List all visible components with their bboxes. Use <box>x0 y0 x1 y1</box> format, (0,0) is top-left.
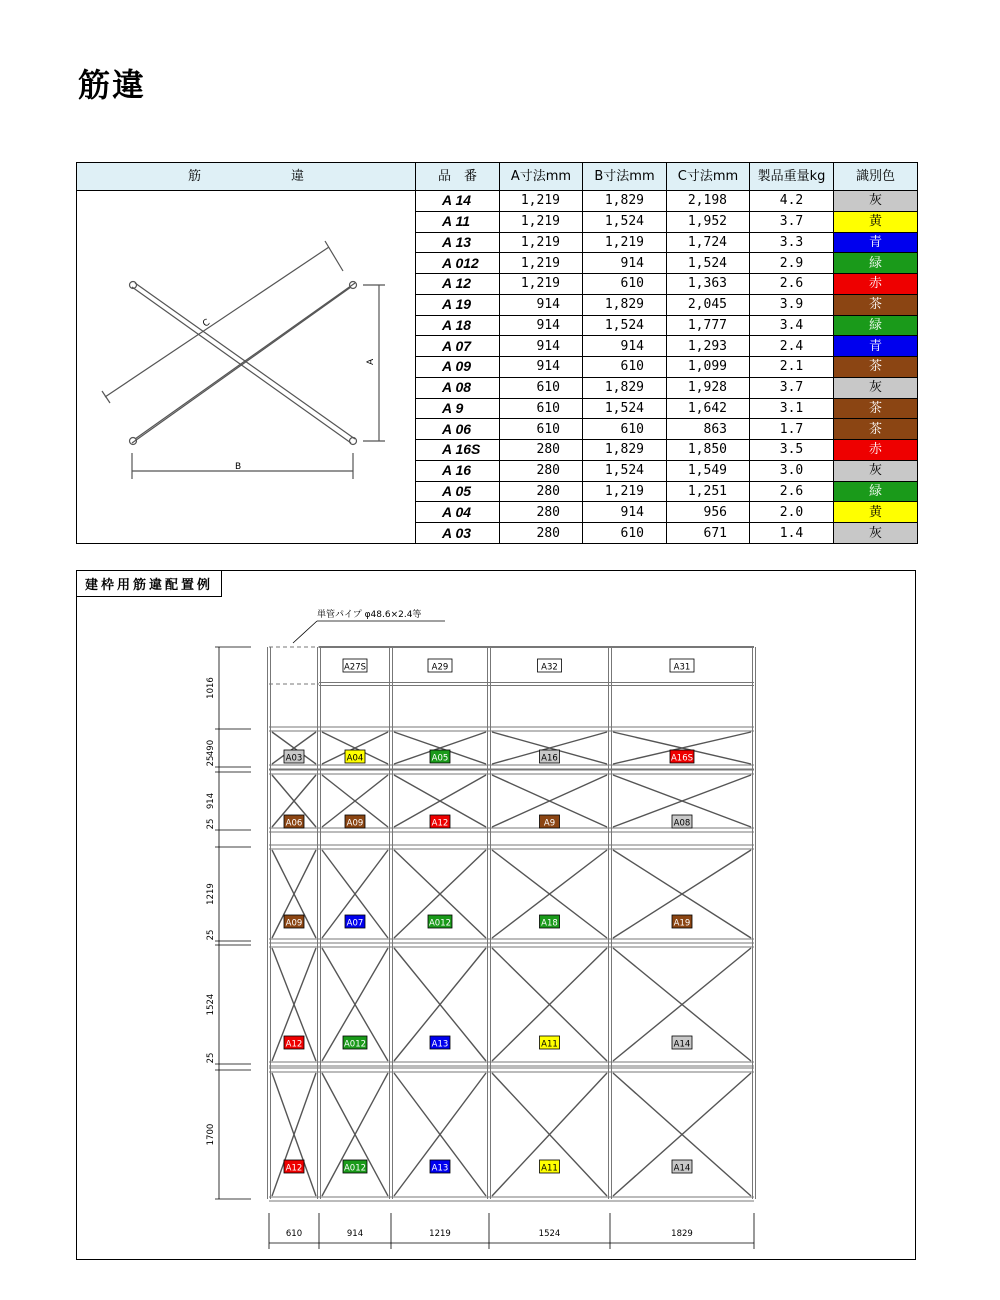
header-diagram-part1: 筋 <box>187 169 201 184</box>
cell-color: 灰 <box>834 460 918 481</box>
brace-tag-label: A13 <box>431 1163 449 1174</box>
brace-tag-label: A14 <box>673 1039 691 1050</box>
cell-color: 茶 <box>834 419 918 440</box>
cell-c: 1,293 <box>667 336 750 357</box>
cell-color: 茶 <box>834 398 918 419</box>
pipe-note: 単管パイプ φ48.6×2.4等 <box>317 610 422 620</box>
brace-tag-label: A04 <box>346 753 364 764</box>
cell-code: A 03 <box>416 523 500 544</box>
scaffold-layout-drawing <box>77 571 915 1259</box>
cell-weight: 3.9 <box>750 294 834 315</box>
col-width-label: 1829 <box>671 1229 693 1239</box>
brace-tag-label: A06 <box>285 818 303 829</box>
brace-tag-label: A9 <box>543 818 556 829</box>
cell-b: 1,829 <box>583 294 667 315</box>
cell-b: 914 <box>583 502 667 523</box>
row-height-label: 25 <box>206 755 216 767</box>
col-width-label: 1524 <box>538 1229 561 1239</box>
cell-color: 黄 <box>834 502 918 523</box>
cell-weight: 2.6 <box>750 274 834 295</box>
cell-b: 1,524 <box>583 398 667 419</box>
cross-brace-diagram <box>77 191 415 537</box>
cell-a: 1,219 <box>500 274 583 295</box>
cell-c: 1,724 <box>667 232 750 253</box>
table-header-row <box>77 163 918 191</box>
header-b: B寸法mm <box>583 163 667 191</box>
cell-color: 茶 <box>834 294 918 315</box>
cell-c: 956 <box>667 502 750 523</box>
cell-code: A 13 <box>416 232 500 253</box>
header-color: 識別色 <box>834 163 918 191</box>
header-a: A寸法mm <box>500 163 583 191</box>
top-label: A32 <box>541 662 558 673</box>
cell-color: 緑 <box>834 481 918 502</box>
cell-weight: 3.5 <box>750 440 834 461</box>
cell-color: 茶 <box>834 357 918 378</box>
cell-a: 914 <box>500 294 583 315</box>
row-height-label: 914 <box>206 792 216 810</box>
row-height-label: 490 <box>206 739 216 757</box>
cell-weight: 1.4 <box>750 523 834 544</box>
brace-tag-label: A012 <box>343 1039 367 1050</box>
cell-color: 緑 <box>834 253 918 274</box>
brace-tag-label: A03 <box>285 753 303 764</box>
row-height-label: 25 <box>206 818 216 830</box>
cell-code: A 19 <box>416 294 500 315</box>
cell-a: 1,219 <box>500 253 583 274</box>
cell-weight: 2.6 <box>750 481 834 502</box>
cell-code: A 12 <box>416 274 500 295</box>
cell-b: 610 <box>583 357 667 378</box>
cell-a: 1,219 <box>500 211 583 232</box>
cell-weight: 3.4 <box>750 315 834 336</box>
cell-a: 914 <box>500 315 583 336</box>
cell-color: 青 <box>834 232 918 253</box>
brace-tag-label: A19 <box>673 918 691 929</box>
brace-tag-label: A09 <box>346 818 364 829</box>
cell-b: 914 <box>583 336 667 357</box>
brace-tag-label: A13 <box>431 1039 449 1050</box>
row-height-label: 1219 <box>206 883 216 905</box>
brace-tag-label: A12 <box>285 1163 303 1174</box>
cell-a: 610 <box>500 377 583 398</box>
cell-code: A 04 <box>416 502 500 523</box>
cell-a: 280 <box>500 523 583 544</box>
cell-code: A 14 <box>416 191 500 212</box>
brace-tag-label: A05 <box>431 753 449 764</box>
cell-a: 280 <box>500 460 583 481</box>
cell-c: 1,850 <box>667 440 750 461</box>
cell-b: 1,829 <box>583 440 667 461</box>
row-height-label: 1700 <box>206 1123 216 1146</box>
cell-code: A 16 <box>416 460 500 481</box>
page-title: 筋違 <box>78 66 147 104</box>
top-label: A31 <box>673 662 691 673</box>
cell-weight: 1.7 <box>750 419 834 440</box>
pipe-note-leader <box>293 621 317 643</box>
cell-c: 1,928 <box>667 377 750 398</box>
cell-c: 1,642 <box>667 398 750 419</box>
cell-b: 914 <box>583 253 667 274</box>
cell-code: A 07 <box>416 336 500 357</box>
cell-b: 1,829 <box>583 191 667 212</box>
cell-c: 1,777 <box>667 315 750 336</box>
cell-color: 灰 <box>834 377 918 398</box>
cell-c: 1,549 <box>667 460 750 481</box>
cell-b: 1,524 <box>583 315 667 336</box>
cell-color: 緑 <box>834 315 918 336</box>
header-diagram-part2: 違 <box>291 169 305 184</box>
row-height-label: 1016 <box>206 677 216 699</box>
cell-code: A 09 <box>416 357 500 378</box>
top-label: A27S <box>343 662 367 673</box>
cell-a: 610 <box>500 419 583 440</box>
brace-diagram-cell <box>77 191 416 544</box>
col-width-label: 914 <box>346 1229 364 1239</box>
brace-spec-table <box>76 162 918 544</box>
cell-weight: 2.4 <box>750 336 834 357</box>
row-height-label: 25 <box>206 929 216 941</box>
cell-weight: 3.1 <box>750 398 834 419</box>
cell-code: A 06 <box>416 419 500 440</box>
cell-a: 914 <box>500 336 583 357</box>
header-weight: 製品重量kg <box>750 163 834 191</box>
cell-c: 2,045 <box>667 294 750 315</box>
dimension-label-a: A <box>366 358 376 365</box>
brace-tag-label: A012 <box>343 1163 367 1174</box>
cell-code: A 9 <box>416 398 500 419</box>
cell-color: 灰 <box>834 191 918 212</box>
brace-tag-label: A12 <box>431 818 449 829</box>
cell-a: 280 <box>500 440 583 461</box>
layout-panel <box>76 570 916 1260</box>
cell-weight: 3.0 <box>750 460 834 481</box>
cell-code: A 08 <box>416 377 500 398</box>
cell-b: 1,219 <box>583 481 667 502</box>
cell-weight: 2.0 <box>750 502 834 523</box>
cell-b: 1,219 <box>583 232 667 253</box>
cell-a: 1,219 <box>500 191 583 212</box>
cell-b: 1,524 <box>583 211 667 232</box>
cell-a: 280 <box>500 481 583 502</box>
brace-tag-label: A07 <box>346 918 364 929</box>
cell-b: 1,524 <box>583 460 667 481</box>
brace-tag-label: A16 <box>541 753 558 764</box>
dimension-label-c: C <box>201 317 212 330</box>
cell-c: 2,198 <box>667 191 750 212</box>
cell-code: A 11 <box>416 211 500 232</box>
cell-color: 赤 <box>834 274 918 295</box>
cell-weight: 3.7 <box>750 211 834 232</box>
layout-panel-title: 建枠用筋違配置例 <box>77 571 222 597</box>
brace-tag-label: A012 <box>428 918 452 929</box>
brace-tag-label: A16S <box>670 753 694 764</box>
cell-b: 610 <box>583 419 667 440</box>
cell-code: A 18 <box>416 315 500 336</box>
cell-color: 灰 <box>834 523 918 544</box>
table-row <box>77 191 918 212</box>
cell-c: 863 <box>667 419 750 440</box>
cell-c: 1,952 <box>667 211 750 232</box>
cell-color: 赤 <box>834 440 918 461</box>
cell-c: 1,524 <box>667 253 750 274</box>
cell-b: 610 <box>583 523 667 544</box>
cell-c: 1,099 <box>667 357 750 378</box>
col-width-label: 610 <box>285 1229 303 1239</box>
cell-code: A 012 <box>416 253 500 274</box>
cell-code: A 05 <box>416 481 500 502</box>
cell-weight: 2.1 <box>750 357 834 378</box>
cell-weight: 4.2 <box>750 191 834 212</box>
col-width-label: 1219 <box>429 1229 451 1239</box>
header-code: 品 番 <box>416 163 500 191</box>
cell-code: A 16S <box>416 440 500 461</box>
header-c: C寸法mm <box>667 163 750 191</box>
cell-a: 280 <box>500 502 583 523</box>
brace-tag-label: A11 <box>541 1039 558 1050</box>
brace-tag-label: A08 <box>673 818 691 829</box>
brace-tag-label: A18 <box>541 918 558 929</box>
cell-c: 1,251 <box>667 481 750 502</box>
header-diagram <box>77 163 416 191</box>
cell-a: 914 <box>500 357 583 378</box>
cell-a: 1,219 <box>500 232 583 253</box>
cell-weight: 2.9 <box>750 253 834 274</box>
cell-a: 610 <box>500 398 583 419</box>
brace-tag-label: A12 <box>285 1039 303 1050</box>
cell-color: 黄 <box>834 211 918 232</box>
cell-b: 610 <box>583 274 667 295</box>
brace-tag-label: A14 <box>673 1163 691 1174</box>
brace-tag-label: A11 <box>541 1163 558 1174</box>
row-height-label: 25 <box>206 1052 216 1064</box>
cell-c: 671 <box>667 523 750 544</box>
cell-color: 青 <box>834 336 918 357</box>
cell-weight: 3.7 <box>750 377 834 398</box>
cell-b: 1,829 <box>583 377 667 398</box>
dimension-label-b: B <box>235 462 242 472</box>
brace-tag-label: A09 <box>285 918 303 929</box>
row-height-label: 1524 <box>206 993 216 1016</box>
top-label: A29 <box>431 662 449 673</box>
cell-weight: 3.3 <box>750 232 834 253</box>
cell-c: 1,363 <box>667 274 750 295</box>
